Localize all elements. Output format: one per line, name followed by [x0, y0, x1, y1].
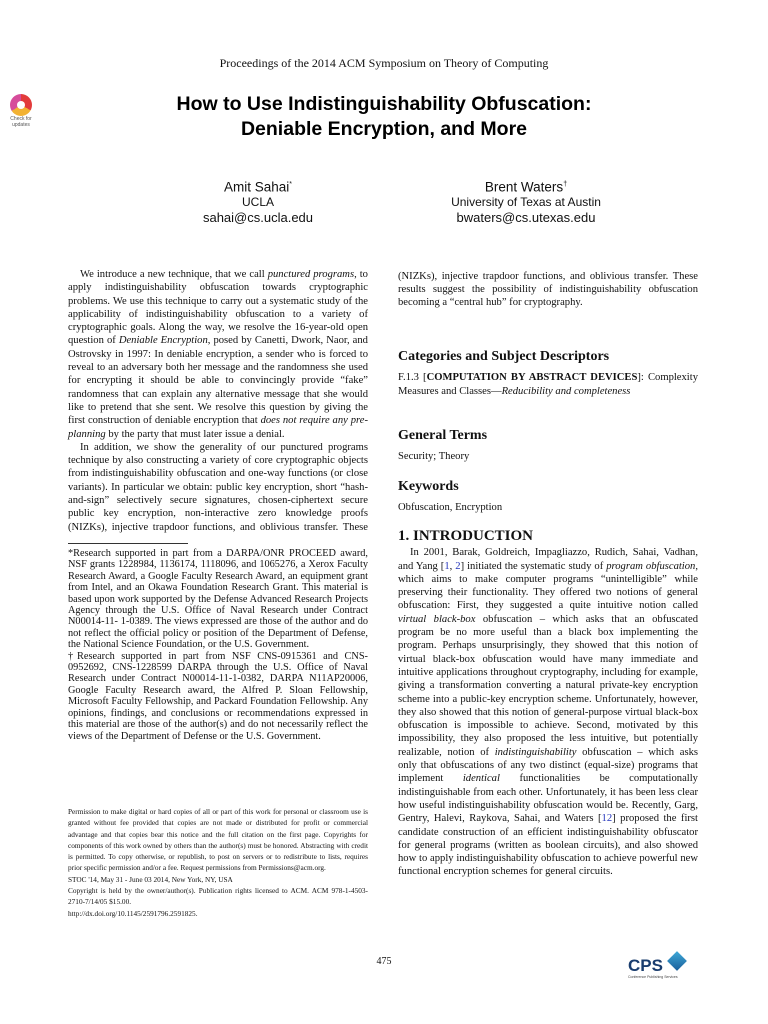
title-line2: Deniable Encryption, and More	[240, 118, 528, 140]
abstract-paragraph-1: We introduce a new technique, that we call punctured programs, to apply indistinguishability obfuscation towards cryptographic problems. We use this technique to carry out a systematic study of the applicability of indistinguishability obfuscation to a variety of cryptographic goals. Along the way, we resolve the 16-year-old open question of Deniable Encryption, posed by Canetti, Dwork, Naor, and Ostrovsky in 1997: In deniable encryption, a sender who is forced to reveal to an adversary both her message and the randomness she used for encrypting it should be able to convincingly provide “fake” randomness that can explain any alternative message that she would like to pretend that she sent. We resolve this question by giving the first construction of deniable encryption that does not require any pre-planning by the party that must later issue a denial.	[68, 269, 368, 440]
check-for-updates-badge[interactable]	[6, 94, 36, 128]
keywords-section	[398, 480, 698, 515]
abstract-continued	[398, 268, 698, 336]
introduction-section	[398, 530, 698, 879]
author-email[interactable]: sahai@cs.ucla.edu	[202, 209, 314, 225]
cps-diamond-icon	[667, 951, 687, 971]
permission-text: Permission to make digital or hard copies of all or part of this work for personal or classroom use is granted without fee provided that copies are not made or distributed for profit or commercial advantage and that copies bear this notice and the full citation on the first page. Copyrights for components of this work owned by others than the author(s) must be honored. Abstracting with credit is permitted. To copy otherwise, or republish, to post on servers or to redistribute to lists, requires prior specific permission and/or a fee. Request permissions from Permissions@acm.org.	[68, 807, 368, 873]
footnote-waters: †Research supported in part from NSF CNS-0915361 and CNS-0952692, CNS-1228599 DARPA through the U.S. Office of Naval Research under Contract N00014-11-1-0382, DARPA N11AP20006, Google Faculty Research award, the Alfred P. Sloan Fellowship, Microsoft Faculty Fellowship, and Packard Foundation Fellowship. Any opinions, findings, and conclusions or recommendations expressed in this material are those of the author(s) and do not necessarily reflect the views of the Department of Defense or the U.S. Government.	[68, 650, 368, 742]
categories-text: F.1.3 [COMPUTATION BY ABSTRACT DEVICES]: Complexity Measures and Classes—Reducibility and completeness	[398, 372, 698, 397]
author-name: Brent Waters	[484, 179, 564, 195]
abstract	[68, 268, 368, 533]
cps-subtitle: Conference Publishing Services	[628, 975, 678, 979]
author-block-1	[108, 177, 408, 225]
footnote-sahai: *Research supported in part from a DARPA/ONR PROCEED award, NSF grants 1228984, 1136174, 1118096, and 1065276, a Xerox Faculty Research Award, a Google Faculty Research Award, an equipment grant from Intel, and an Okawa Foundation Research Grant. This material is based upon work supported by the Defense Advanced Research Projects Agency through the U.S. Office of Naval Research under Contract N00014-11- 1-0389. The views expressed are those of the author and do not reflect the official policy or position of the Department of Defense, the National Science Foundation, or the U.S. Government.	[68, 548, 368, 651]
keywords-heading: Keywords	[398, 479, 459, 494]
categories-section	[398, 350, 698, 398]
author-block-2	[376, 177, 676, 225]
categories-heading: Categories and Subject Descriptors	[398, 349, 610, 364]
general-terms-text: Security; Theory	[398, 451, 470, 463]
doi-link[interactable]: http://dx.doi.org/10.1145/2591796.2591825.	[68, 908, 198, 918]
citation-link[interactable]: 2	[455, 560, 461, 572]
badge-line1: Check for	[10, 116, 32, 122]
copyright-line: Copyright is held by the owner/author(s). Publication rights licensed to ACM. ACM 978-1-4503-2710-7/14/05 $15.00.	[68, 886, 368, 907]
page-number: 475	[376, 956, 392, 967]
abstract-paragraph-2: In addition, we show the generality of our punctured programs technique by also constructing a variety of core cryptographic objects from indistinguishability obfuscation and one-way functions (or close variants). In particular we obtain: public key encryption, short “hash-and-sign” selectively secure signatures, chosen-ciphertext secure public key encryption, non-interactive zero knowledge proofs (NIZKs), injective trapdoor functions, and oblivious transfer. These	[68, 441, 368, 533]
author-affiliation: University of Texas at Austin	[451, 194, 601, 209]
paper-title	[60, 92, 708, 142]
badge-line2: updates	[12, 122, 30, 128]
proceedings-header: Proceedings of the 2014 ACM Symposium on Theory of Computing	[219, 56, 549, 70]
permission-block	[68, 806, 368, 919]
footnote-rule	[68, 543, 188, 544]
cps-logo	[628, 950, 692, 982]
introduction-paragraph: In 2001, Barak, Goldreich, Impagliazzo, Rudich, Sahai, Vadhan, and Yang [1, 2] initiated the systematic study of program obfuscation, which aims to make computer programs “unintelligible” while preserving their functionality. They offered two notions of general obfuscation: First, they suggested a quite intuitive notion called virtual black-box obfuscation – which asks that an obfuscated program be no more useful than a black box implementing the program. Perhaps unsurprisingly, they showed that this notion of virtual black-box obfuscation would have many immediate and intuitive applications throughout cryptography, including for example, giving a transformation converting a natural private-key encryption scheme into a public-key encryption scheme. Unfortunately, however, they also showed that this notion of general-purpose virtual black-box obfuscation is impossible to achieve. Second, motivated by this impossibility, they also proposed the less intuitive, but potentially realizable, notion of indistinguishability obfuscation – which asks only that obfuscations of any two distinct (equal-size) programs that implement identical functionalities be computationally indistinguishable from each other. Unfortunately, it has been less clear how useful indistinguishability obfuscation would be. Recently, Garg, Gentry, Halevi, Raykova, Sahai, and Waters [12] proposed the first candidate construction of an efficient indistinguishability obfuscator for general programs (written as boolean circuits), and also showed how to apply indistinguishability obfuscation to achieve powerful new functional encryption schemes for general circuits.	[398, 547, 698, 878]
author-affiliation: UCLA	[241, 194, 274, 209]
title-line1: How to Use Indistinguishability Obfuscation:	[176, 93, 592, 115]
cps-logo-text: CPS	[628, 956, 663, 975]
author-name: Amit Sahai	[223, 179, 290, 195]
check-for-updates-icon	[10, 94, 32, 116]
keywords-text: Obfuscation, Encryption	[398, 502, 503, 514]
citation-link[interactable]: 1	[444, 560, 450, 572]
author-email[interactable]: bwaters@cs.utexas.edu	[456, 209, 596, 225]
author-footnote-mark: †	[563, 181, 568, 188]
stoc-line: STOC '14, May 31 - June 03 2014, New York, NY, USA	[68, 874, 233, 884]
citation-link[interactable]: 12	[601, 813, 613, 825]
general-terms-heading: General Terms	[398, 428, 488, 443]
footnotes	[68, 548, 368, 742]
abstract-paragraph-2-continued: (NIZKs), injective trapdoor functions, and oblivious transfer. These results suggest the possibility of indistinguishability obfuscation becoming a “central hub” for cryptography.	[398, 270, 698, 309]
general-terms-section	[398, 429, 698, 464]
author-footnote-mark: *	[289, 181, 292, 188]
introduction-heading: 1. INTRODUCTION	[398, 528, 534, 544]
